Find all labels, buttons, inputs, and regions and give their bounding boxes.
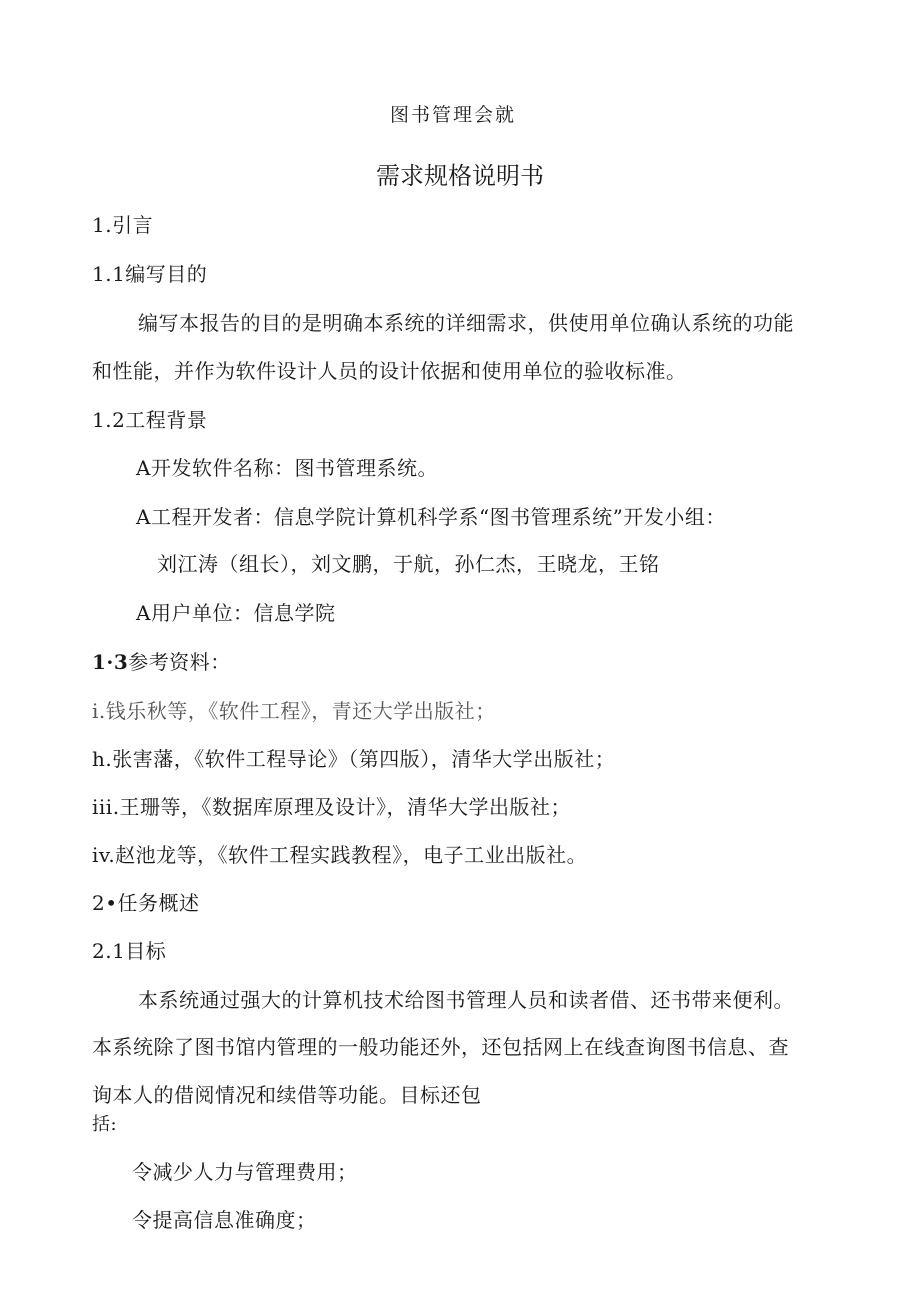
section-heading-2-1: 2.1目标 [92, 939, 167, 963]
background-item: A用户单位：信息学院 [136, 601, 336, 625]
paragraph-line: 和性能，并作为软件设计人员的设计依据和使用单位的验收标准。 [92, 359, 687, 383]
section-heading-2: 2•任务概述 [92, 891, 200, 915]
reference-item: iv.赵池龙等，《软件工程实践教程》，电子工业出版社。 [92, 843, 588, 867]
reference-item: iii.王珊等，《数据库原理及设计》，清华大学出版社； [92, 795, 572, 819]
reference-item: i.钱乐秋等，《软件工程》，青还大学出版社； [92, 699, 496, 723]
goal-item: 令提高信息准确度； [132, 1208, 317, 1232]
section-heading-1-1: 1.1编写目的 [92, 262, 208, 286]
background-item: A工程开发者：信息学院计算机科学系“图书管理系统”开发小组： [136, 505, 726, 529]
reference-item: h.张害藩，《软件工程导论》（第四版），清华大学出版社； [92, 747, 616, 771]
document-title: 需求规格说明书 [376, 162, 544, 190]
section-heading-1-3 [92, 652, 231, 672]
section-heading-1: 1.引言 [92, 213, 154, 237]
section-heading-1-2: 1.2工程背景 [92, 408, 208, 432]
page-header: 图书管理会就 [390, 104, 517, 126]
section-number: 1·3 [92, 650, 129, 674]
paragraph-line: 括: [92, 1114, 118, 1135]
paragraph-line: 本系统除了图书馆内管理的一般功能还外，还包括网上在线查询图书信息、查 [92, 1035, 789, 1059]
background-item: A开发软件名称：图书管理系统。 [136, 456, 438, 480]
background-item-continuation: 刘江涛（组长），刘文鹏，于航，孙仁杰，王晓龙，王铭 [157, 552, 660, 576]
paragraph-line: 本系统通过强大的计算机技术给图书管理人员和读者借、还书带来便利。 [138, 988, 794, 1012]
section-heading-text: 参考资料： [128, 650, 231, 674]
paragraph-line: 编写本报告的目的是明确本系统的详细需求，供使用单位确认系统的功能 [138, 311, 794, 335]
paragraph-line: 询本人的借阅情况和续借等功能。目标还包 [92, 1083, 482, 1107]
goal-item: 令减少人力与管理费用； [132, 1160, 358, 1184]
